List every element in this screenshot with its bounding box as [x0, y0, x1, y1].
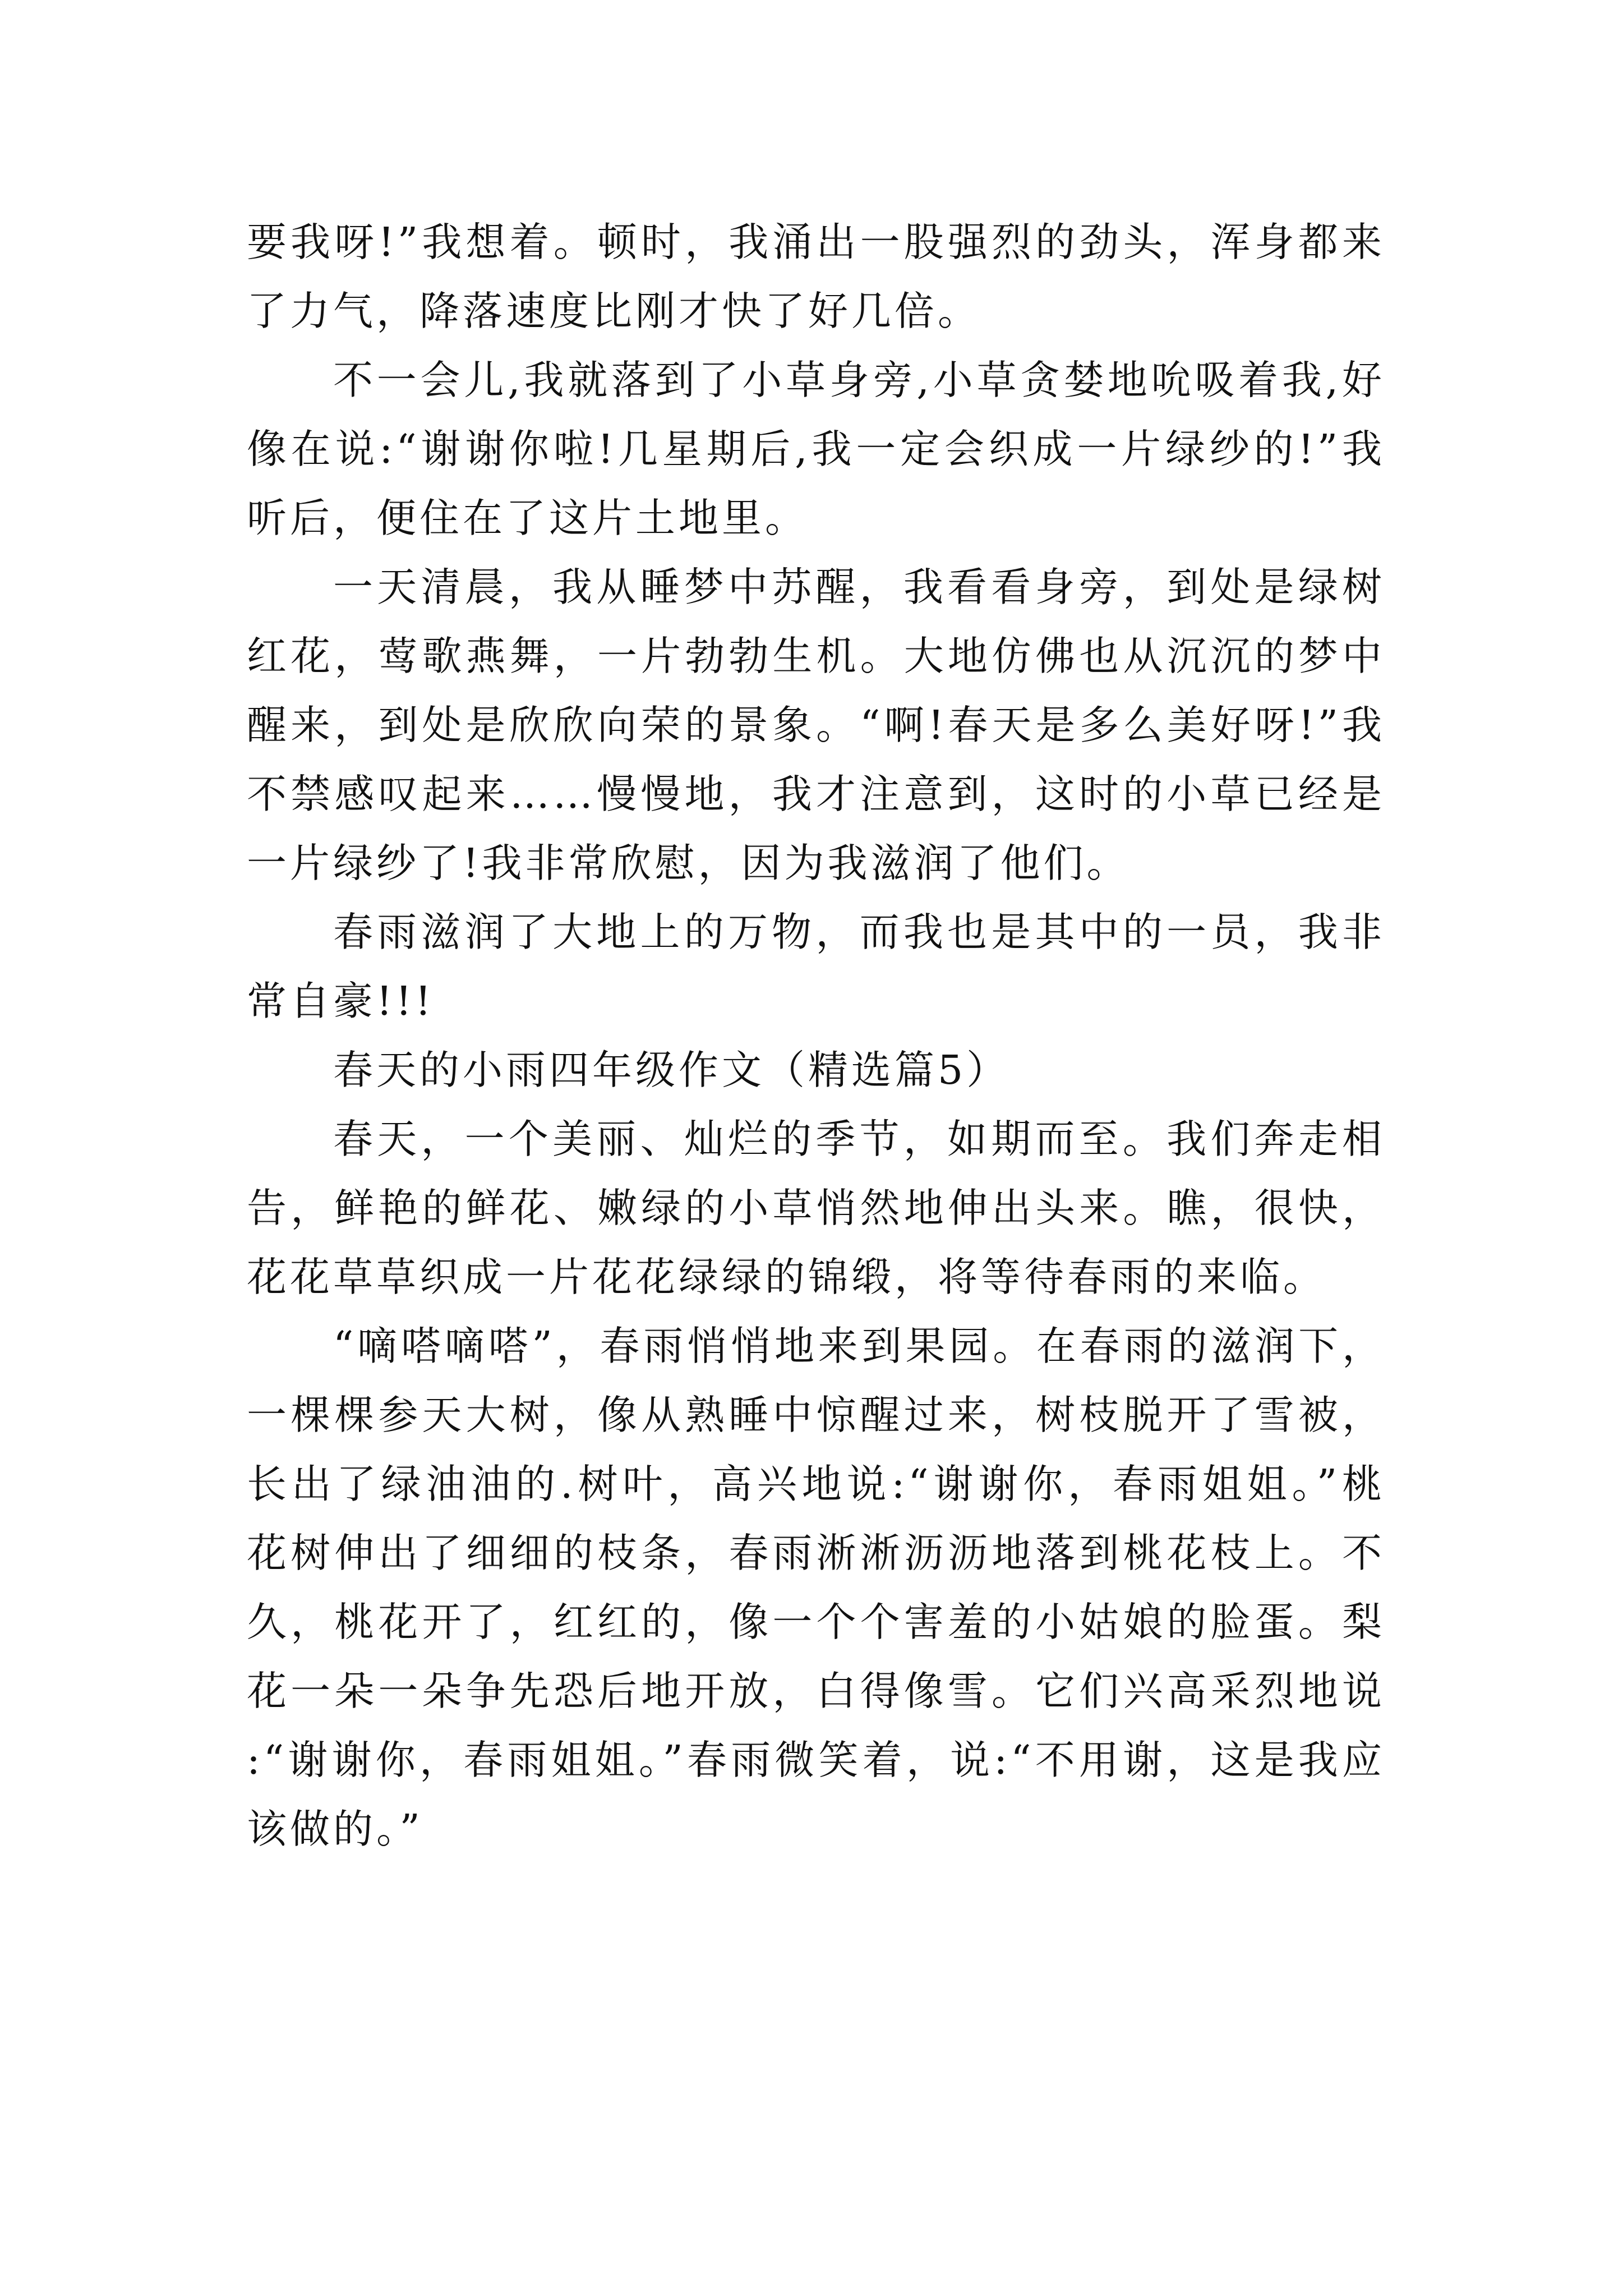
paragraph-3: 一天清晨，我从睡梦中苏醒，我看看身旁，到处是绿树红花，莺歌燕舞，一片勃勃生机。大地仿佛也从沉沉的梦中醒来，到处是欣欣向荣的景象。“啊!春天是多么美好呀!”我不禁感叹起来……慢慢地，我才注意到，这时的小草已经是一片绿纱了!我非常欣慰，因为我滋润了他们。: [247, 564, 1385, 886]
paragraph-2: 不一会儿,我就落到了小草身旁,小草贪婪地吮吸着我,好像在说:“谢谢你啦!几星期后,我一定会织成一片绿纱的!”我听后，便住在了这片土地里。: [247, 357, 1385, 541]
document-body: [247, 208, 1385, 1864]
paragraph-6: “嘀嗒嘀嗒”，春雨悄悄地来到果园。在春雨的滋润下，一棵棵参天大树，像从熟睡中惊醒过来，树枝脱开了雪被，长出了绿油油的.树叶，高兴地说:“谢谢你，春雨姐姐。”桃花树伸出了细细的枝条，春雨淅淅沥沥地落到桃花枝上。不久，桃花开了，红红的，像一个个害羞的小姑娘的脸蛋。梨花一朵一朵争先恐后地开放，白得像雪。它们兴高采烈地说:“谢谢你，春雨姐姐。”春雨微笑着，说:“不用谢，这是我应该做的。”: [247, 1323, 1385, 1852]
section-heading: 春天的小雨四年级作文（精选篇5）: [333, 1047, 1010, 1093]
paragraph-1: 要我呀!”我想着。顿时，我涌出一股强烈的劲头，浑身都来了力气，降落速度比刚才快了好几倍。: [247, 219, 1385, 334]
paragraph-4: 春雨滋润了大地上的万物，而我也是其中的一员，我非常自豪!!!: [247, 909, 1385, 1024]
paragraph-5: 春天，一个美丽、灿烂的季节，如期而至。我们奔走相告，鲜艳的鲜花、嫩绿的小草悄然地伸出头来。瞧，很快，花花草草织成一片花花绿绿的锦缎，将等待春雨的来临。: [247, 1116, 1385, 1300]
